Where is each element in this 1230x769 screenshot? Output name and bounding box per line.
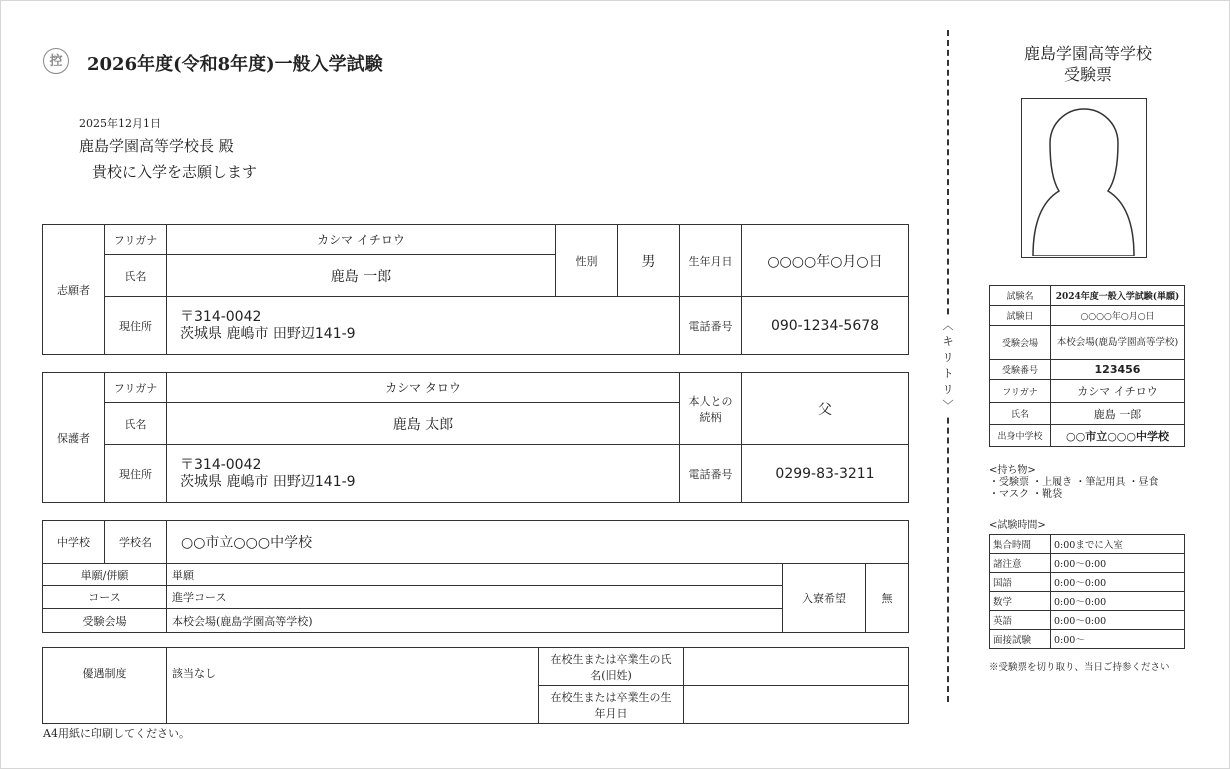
application-type-label: 単願/併願 xyxy=(43,564,167,586)
guardian-section-label: 保護者 xyxy=(43,373,105,503)
school-name-label: 学校名 xyxy=(105,521,167,564)
schedule-time: 0:00～0:00 xyxy=(1051,573,1185,592)
venue-value: 本校会場(鹿島学園高等学校) xyxy=(167,609,783,633)
guardian-name: 鹿島 太郎 xyxy=(167,403,680,445)
applicant-furigana-label: フリガナ xyxy=(105,225,167,255)
schedule-label: 集合時間 xyxy=(990,535,1051,554)
ticket-row-label: 受験番号 xyxy=(990,360,1051,380)
schedule-time: 0:00～0:00 xyxy=(1051,611,1185,630)
relative-birth-label-line-2: 年月日 xyxy=(594,706,628,720)
ticket-name: 鹿島 一郎 xyxy=(1051,403,1185,425)
guardian-phone: 0299-83-3211 xyxy=(742,445,909,503)
applicant-postal: 〒314-0042 xyxy=(180,308,262,325)
ticket-row-label: 出身中学校 xyxy=(990,425,1051,447)
dorm-value: 無 xyxy=(866,564,909,633)
schedule-label: 英語 xyxy=(990,611,1051,630)
cut-label-char: リ xyxy=(942,351,954,364)
schedule-title: <試験時間> xyxy=(989,520,1046,531)
cut-label-char: リ xyxy=(942,383,954,396)
relative-birth-value xyxy=(684,686,909,724)
schedule-table xyxy=(989,534,1185,649)
ticket-info-table xyxy=(989,285,1185,447)
guardian-furigana: カシマ タロウ xyxy=(167,373,680,403)
relative-birth-label xyxy=(539,686,684,724)
applicant-table xyxy=(42,224,909,355)
applicant-phone: 090-1234-5678 xyxy=(742,297,909,355)
course-value: 進学コース xyxy=(167,586,783,609)
applicant-name-label: 氏名 xyxy=(105,255,167,297)
preferential-table xyxy=(42,647,909,724)
applicant-name: 鹿島 一郎 xyxy=(167,255,556,297)
ticket-row-label: 試験日 xyxy=(990,306,1051,326)
cut-label-char: ﹀ xyxy=(942,399,954,412)
guardian-name-label: 氏名 xyxy=(105,403,167,445)
belongings-line: ・受験票 ・上履き ・筆記用具 ・昼食 xyxy=(989,477,1159,488)
preferential-value: 該当なし xyxy=(167,648,539,724)
ticket-junior-high: ○○市立○○○中学校 xyxy=(1051,425,1185,447)
guardian-address xyxy=(167,445,680,503)
ticket-exam-date: ○○○○年○月○日 xyxy=(1051,306,1185,326)
guardian-postal: 〒314-0042 xyxy=(180,456,262,473)
photo-placeholder xyxy=(1021,98,1147,258)
belongings xyxy=(989,465,1159,501)
ticket-row-label: 受験会場 xyxy=(990,326,1051,360)
cut-label-char: キ xyxy=(942,335,954,348)
applicant-address xyxy=(167,297,680,355)
ticket-row-label: 試験名 xyxy=(990,286,1051,306)
ticket-title xyxy=(988,43,1188,85)
course-label: コース xyxy=(43,586,167,609)
guardian-phone-label: 電話番号 xyxy=(680,445,742,503)
relative-name-label-line-2: 名(旧姓) xyxy=(590,668,632,682)
venue-label: 受験会場 xyxy=(43,609,167,633)
intent-statement: 貴校に入学を志願します xyxy=(92,163,258,181)
ticket-school-name: 鹿島学園高等学校 xyxy=(1023,44,1152,63)
school-section-label: 中学校 xyxy=(43,521,105,564)
belongings-line: ・マスク ・靴袋 xyxy=(989,489,1063,500)
ticket-row-label: 氏名 xyxy=(990,403,1051,425)
schedule-time: 0:00～0:00 xyxy=(1051,592,1185,611)
relation-label-line-1: 本人との xyxy=(688,394,733,408)
relation-label-line-2: 続柄 xyxy=(699,410,722,424)
school-name: ○○市立○○○中学校 xyxy=(167,521,909,564)
person-silhouette-icon xyxy=(1022,99,1145,256)
schedule-label: 国語 xyxy=(990,573,1051,592)
cut-label-char: ︿ xyxy=(942,319,954,332)
guardian-table xyxy=(42,372,909,503)
ticket-exam-name: 2024年度一般入学試験(単願) xyxy=(1051,286,1185,306)
relative-name-value xyxy=(684,648,909,686)
applicant-address-label: 現住所 xyxy=(105,297,167,355)
relative-name-label-line-1: 在校生または卒業生の氏 xyxy=(550,652,672,666)
ticket-exam-venue: 本校会場(鹿島学園高等学校) xyxy=(1051,326,1185,360)
dorm-label: 入寮希望 xyxy=(783,564,866,633)
applicant-phone-label: 電話番号 xyxy=(680,297,742,355)
schedule-time: 0:00～ xyxy=(1051,630,1185,649)
gender-label: 性別 xyxy=(556,225,618,297)
schedule-time: 0:00～0:00 xyxy=(1051,554,1185,573)
schedule-time: 0:00までに入室 xyxy=(1051,535,1185,554)
belongings-title: <持ち物> xyxy=(989,465,1036,476)
guardian-address-label: 現住所 xyxy=(105,445,167,503)
application-date: 2025年12月1日 xyxy=(79,117,161,130)
relation-value: 父 xyxy=(742,373,909,445)
ticket-row-label: フリガナ xyxy=(990,380,1051,403)
relation-label xyxy=(680,373,742,445)
guardian-address-line: 茨城県 鹿嶋市 田野辺141-9 xyxy=(180,473,356,490)
school-table xyxy=(42,520,909,633)
birth-label: 生年月日 xyxy=(680,225,742,297)
relative-name-label xyxy=(539,648,684,686)
cut-label xyxy=(938,318,958,414)
applicant-furigana: カシマ イチロウ xyxy=(167,225,556,255)
ticket-footnote: ※受験票を切り取り、当日ご持参ください xyxy=(989,662,1170,673)
addressee: 鹿島学園高等学校長 殿 xyxy=(79,137,234,155)
copy-seal: 控 xyxy=(43,48,69,74)
print-note: A4用紙に印刷してください。 xyxy=(43,727,190,740)
birth-value: ○○○○年○月○日 xyxy=(742,225,909,297)
page-title: 2026年度(令和8年度)一般入学試験 xyxy=(87,54,383,75)
preferential-label: 優遇制度 xyxy=(43,648,167,724)
schedule-label: 面接試験 xyxy=(990,630,1051,649)
application-type: 単願 xyxy=(167,564,783,586)
relative-birth-label-line-1: 在校生または卒業生の生 xyxy=(550,690,672,704)
applicant-address-line: 茨城県 鹿嶋市 田野辺141-9 xyxy=(180,325,356,342)
applicant-section-label: 志願者 xyxy=(43,225,105,355)
gender-value: 男 xyxy=(618,225,680,297)
ticket-label: 受験票 xyxy=(1063,65,1112,84)
cut-label-char: ト xyxy=(942,367,954,380)
ticket-exam-number: 123456 xyxy=(1051,360,1185,380)
schedule-label: 数学 xyxy=(990,592,1051,611)
schedule-label: 諸注意 xyxy=(990,554,1051,573)
ticket-furigana: カシマ イチロウ xyxy=(1051,380,1185,403)
guardian-furigana-label: フリガナ xyxy=(105,373,167,403)
